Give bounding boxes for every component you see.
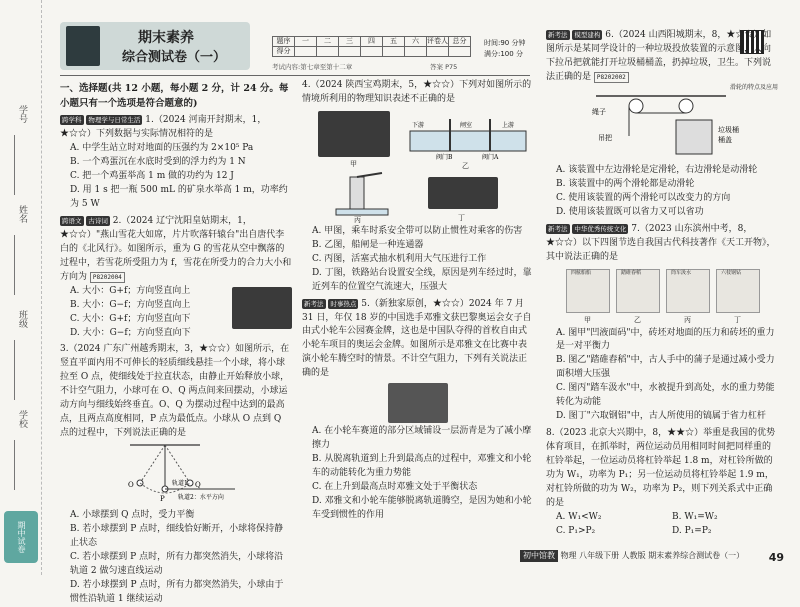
fig-label: 乙	[462, 161, 469, 170]
lbl-upstream: 上游	[502, 121, 515, 129]
binding-strip	[0, 0, 42, 575]
figure-ding	[716, 269, 760, 313]
score-cell	[339, 47, 361, 57]
answer-reference: 答案 P75	[430, 63, 458, 71]
option: D. 丁图，铁路站台设置安全线，原因是列车经过时，靠近列车的位置空气流速大，压强大	[312, 267, 532, 292]
option: B. 若小球摆到 P 点时，细线恰好断开，小球将保持静止状态	[70, 523, 284, 548]
title-banner	[60, 22, 250, 70]
option: A. 大小：G+f；方向竖直向上	[70, 285, 191, 296]
option: C. 图丙"踏车汲水"中，水被提升到高处，水的重力势能转化为动能	[556, 383, 775, 408]
option: B. W₁=W₂	[672, 511, 718, 522]
lbl-bin: 垃圾桶	[718, 126, 739, 135]
label-q: Q	[195, 481, 201, 489]
question-tag: 跨语文	[62, 217, 82, 225]
question-tag: 古诗词	[88, 217, 108, 225]
question-8	[546, 427, 778, 539]
option: C. 大小：G+f；方向竖直向下	[70, 313, 191, 324]
label-p: P	[160, 495, 165, 503]
question-code: P8202004	[90, 272, 125, 283]
option: D. 用 1 s 把一瓶 500 mL 的矿泉水举高 1 m，功率约为 5 W	[70, 185, 288, 210]
question-5	[302, 298, 534, 523]
option: B. 从脱离轨道到上升到最高点的过程中，邓雅文和小轮车的动能转化为重力势能	[312, 454, 532, 478]
option: C. 使用该装置的两个滑轮可以改变力的方向	[556, 192, 731, 203]
option: C. 若小球摆到 P 点时，所有力都突然消失，小球将沿轨道 2 做匀速直线运动	[70, 551, 284, 576]
option: A. 在小轮车赛道的部分区域铺设一层沥青是为了减小摩擦力	[312, 426, 532, 451]
score-cell	[361, 47, 383, 57]
question-6	[546, 29, 778, 220]
question-tag: 新考法	[548, 224, 568, 233]
title-line-1: 期末素养	[138, 30, 194, 46]
option: D. 邓雅文和小轮车能够脱离轨道腾空，是因为她和小轮车受到惯性的作用	[312, 495, 532, 520]
title-line-2: 综合测试卷（一）	[122, 50, 227, 65]
fig-title: 筒车汲水	[671, 269, 692, 276]
option: B. 图乙"踏碓舂稻"中，古人手中的蒲子是通过减小受力面积增大压强	[556, 355, 775, 380]
score-header-cell: 一	[295, 37, 317, 47]
option: B. 大小：G−f；方向竖直向上	[70, 299, 191, 310]
lbl-valve-b: 阀门B	[436, 153, 453, 161]
score-cell	[295, 47, 317, 57]
option-row	[546, 511, 778, 525]
option: C. 在上升到最高点时邓雅文处于平衡状态	[312, 481, 478, 492]
label-track-2: 轨道2：水平方向	[178, 494, 224, 501]
question-7	[546, 223, 778, 424]
option: D. 大小：G−f；方向竖直向下	[70, 327, 191, 338]
fill-line	[14, 235, 15, 295]
footer-subject: 物理	[560, 551, 577, 560]
label-o: O	[128, 481, 134, 489]
fig-label: 甲	[350, 159, 357, 168]
pen-icon	[66, 26, 100, 66]
train-photo	[428, 177, 498, 209]
figure-jia	[566, 269, 610, 313]
question-stem: 4.（2024 陕西宝鸡期末，5，★☆☆）下列对如图所示的情境所利用的物理知识表述不正确的是	[302, 80, 532, 104]
option: B. 一个鸡蛋沉在水底时受到的浮力约为 1 N	[70, 157, 246, 168]
option: A. 甲图，乘车时系安全带可以防止惯性对乘客的伤害	[312, 225, 523, 236]
option: D. 若小球摆到 P 点时，所有力都突然消失，小球由于惯性沿轨道 1 继续运动	[70, 579, 284, 604]
footer-grade: 八年级下册	[579, 551, 620, 560]
fill-line	[14, 440, 15, 490]
option: A. 中学生站立时对地面的压强约为 2×10⁵ Pa	[70, 143, 254, 154]
pump-diagram	[332, 171, 392, 215]
column-2	[302, 76, 534, 523]
question-stem: 1.（2024 河南开封期末，1，★☆☆）下列数据与实际情况相符的是	[60, 115, 267, 140]
question-stem: 2.（2024 辽宁沈阳皇姑期末，1，★☆☆）"燕山雪花大如席，片片吹落轩辕台"出自唐代李白的《北风行》。如图所示，重为 G 的雪花从空中飘落的过程中，若雪花所受阻力为 f，雪花在所受力的合力大小和方向为	[60, 216, 292, 282]
score-cell	[317, 47, 339, 57]
question-stem: 3.（2024 广东广州越秀期末，3，★☆☆）如图所示，在竖直平面内用不可伸长的轻质细线悬挂一个小球，将小球拉至 O 点，使细线处于拉直状态，由静止开始释放小球，不计空气阻力，小球可在 O、Q 两点间来回摆动，小球运动方向与细线始终垂直。O、Q 为摆动过程中达到的最高点，且两点高度相同，P 点为最低点。小球从 O 点到 Q 点的过程中，下列说法正确的是	[60, 344, 290, 439]
bmx-photo	[388, 383, 448, 423]
pendulum-diagram	[60, 441, 292, 503]
q4-figures	[302, 107, 534, 225]
score-cell	[427, 47, 449, 57]
lbl-chamber: 闸室	[460, 121, 473, 129]
score-header-cell: 二	[317, 37, 339, 47]
fig-label: 丙	[684, 315, 691, 324]
column-3	[546, 26, 778, 539]
score-cell	[383, 47, 405, 57]
section-heading: 一、选择题(共 12 小题，每小题 2 分，计 24 分。每小题只有一个选项是符合题意的)	[60, 83, 289, 109]
bmx-figure	[302, 381, 534, 425]
fig-title: 四舷船船	[571, 269, 592, 276]
score-header-cell: 四	[361, 37, 383, 47]
question-tag: 模型建构	[574, 31, 601, 39]
full-score: 满分:100 分	[484, 50, 523, 58]
question-stem: 5.（新独家原创，★☆☆）2024 年 7 月 31 日，年仅 18 岁的中国选手邓雅文获巴黎奥运会女子自由式小轮车公园赛金牌，这也是中国队夺得的首枚自由式小轮车项目的奥运会金牌。如图所示是邓雅文在比赛中表演小轮车腾空时的情景。不计空气阻力，下列有关说法正确的是	[302, 298, 532, 379]
figure-bing	[666, 269, 710, 313]
fig-label: 丙	[354, 215, 361, 224]
footer-brand: 初中馆教	[520, 550, 558, 562]
question-tag: 跨学科	[62, 116, 82, 125]
option: C. P₁>P₂	[556, 525, 596, 536]
option: C. 丙图，活塞式抽水机利用大气压进行工作	[312, 253, 487, 264]
option: D. 使用该装置既可以省力又可以省功	[556, 206, 704, 217]
option: A. 该装置中左边滑轮是定滑轮，右边滑轮是动滑轮	[556, 164, 758, 175]
question-tag: 物理学与日常生活	[88, 116, 141, 125]
score-header-cell: 题序	[273, 37, 295, 47]
fig-label: 乙	[634, 315, 641, 324]
exam-time-info	[484, 38, 526, 60]
score-header-cell: 五	[383, 37, 405, 47]
score-header-cell: 评卷人	[427, 37, 448, 45]
lbl-valve-a: 阀门A	[482, 153, 499, 161]
option: A. 小球摆到 Q 点时，受力平衡	[70, 509, 195, 520]
fig-title: 六枝钢钻	[721, 269, 742, 276]
option: C. 把一个鸡蛋举高 1 m 做的功约为 12 J	[70, 171, 234, 182]
question-tag: 新考法	[548, 31, 568, 39]
label-student-id: 学号	[16, 105, 27, 123]
option: D. 图丁"六取钢铝"中，古人所使用的镐属于省力杠杆	[556, 411, 766, 422]
seatbelt-photo	[318, 111, 390, 157]
footer-test: 期末素养综合测试卷（一）	[648, 551, 745, 560]
score-cell	[405, 47, 427, 57]
score-cell	[449, 47, 471, 57]
score-table	[272, 36, 471, 57]
question-code: P8202002	[594, 72, 629, 83]
question-tag: 新考法	[304, 299, 324, 308]
fig-label: 丁	[734, 315, 741, 324]
question-1	[60, 114, 292, 212]
lbl-lid: 桶盖	[718, 136, 732, 145]
figure-yi	[616, 269, 660, 313]
score-header-cell: 三	[339, 37, 361, 47]
pulley-diagram	[546, 92, 778, 158]
fig-label: 甲	[584, 315, 591, 324]
label-track-1: 轨道1	[172, 480, 188, 487]
question-3	[60, 343, 292, 606]
label-school: 学校	[16, 410, 27, 428]
fill-line	[14, 135, 15, 195]
page-number: 49	[768, 551, 784, 564]
question-stem: 6.（2024 山西阳城期末，8，★☆☆）如图所示是某同学设计的一种垃圾投放装置的示意图，人向下拉吊把就能打开垃圾桶桶盖，扔掉垃圾，卫生。下列说法正确的是	[546, 30, 772, 82]
score-header-cell: 总分	[449, 37, 471, 47]
lbl-rope: 绳子	[592, 108, 606, 117]
option: B. 该装置中的两个滑轮都是动滑轮	[556, 178, 695, 189]
question-tag: 中华优秀传统文化	[574, 224, 627, 233]
exam-time: 时间:90 分钟	[484, 39, 526, 47]
footer-edition: 人教版	[621, 551, 646, 560]
option-row	[546, 525, 778, 539]
q7-figures	[546, 265, 778, 327]
scan-hint: 滑轮的特点及应用	[729, 83, 778, 91]
score-cell: 得分	[273, 47, 295, 57]
question-stem: 7.（2023 山东滨州中考，8，★☆☆）以下四图节选自我国古代科技著作《天工开物》，其中说法正确的是	[546, 223, 776, 262]
question-4	[302, 79, 534, 295]
option: D. P₁=P₂	[672, 525, 712, 536]
label-name: 姓名	[16, 205, 27, 223]
question-tag: 时事热点	[330, 299, 357, 308]
option: A. W₁<W₂	[556, 511, 602, 522]
question-stem: 8.（2023 北京大兴期中，8，★★☆）举重是我国的优势体育项目，在抓举时，两位运动员用相同时间把同样重的杠铃举起，一位运动员将杠铃举起 1.8 m，对杠铃所做的功为 W₁，功率为 P₁；另一位运动员将杠铃举起 1.9 m，对杠铃所做的功为 W₂，功率为 P₂，则下列关系式中正确的是	[546, 428, 776, 508]
fig-title: 踏碓舂稻	[621, 269, 642, 276]
label-class: 班级	[16, 310, 27, 328]
lbl-handle: 吊把	[598, 134, 612, 143]
fill-line	[14, 340, 15, 400]
score-header-cell: 六	[405, 37, 427, 47]
question-2	[60, 215, 292, 340]
ship-lock-diagram	[406, 109, 530, 161]
option: B. 乙图，船闸是一种连通器	[312, 239, 424, 250]
lbl-downstream: 下游	[412, 121, 425, 129]
publisher-logo: 期中试卷	[4, 511, 38, 563]
column-1	[60, 82, 292, 607]
exam-scope: 考试内容:第七章至第十二章	[272, 63, 353, 71]
snowflake-photo	[232, 287, 292, 329]
fig-label: 丁	[458, 213, 465, 222]
option: A. 图甲"凹液面码"中，砖坯对地面的压力和砖坯的重力是一对平衡力	[556, 327, 775, 352]
page-footer	[520, 550, 780, 564]
